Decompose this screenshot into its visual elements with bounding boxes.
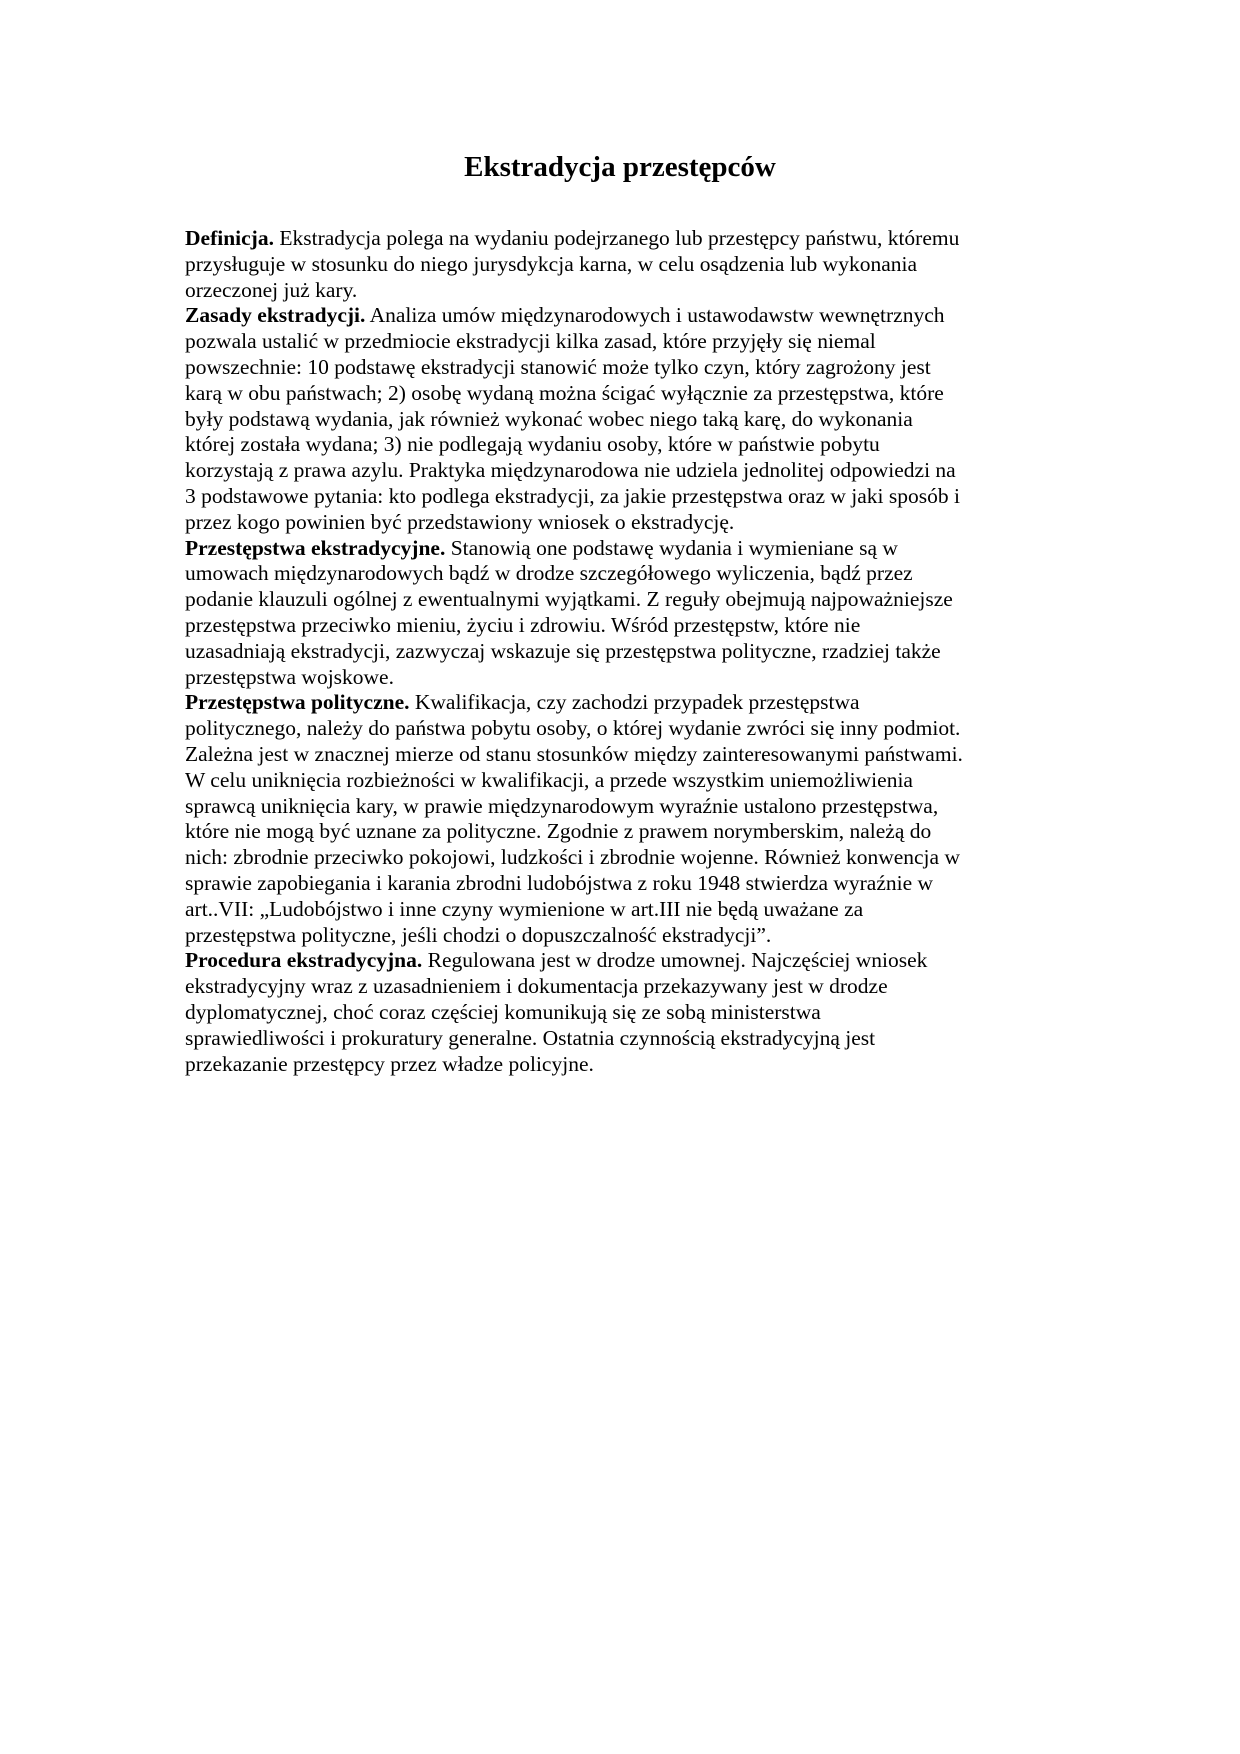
text-line: sprawiedliwości i prokuratury generalne. Ostatnia czynnością ekstradycyjną jest [185, 1025, 876, 1050]
section-extradition-procedure [185, 948, 1090, 1077]
section-heading: Definicja. [185, 226, 274, 250]
text-line: przestępstwa wojskowe. [185, 664, 394, 689]
document-title: Ekstradycja przestępców [464, 151, 776, 183]
text-run: Regulowana jest w drodze umownej. Najczęściej wniosek [422, 948, 928, 973]
text-line: przysługuje w stosunku do niego jurysdykcja karna, w celu osądzenia lub wykonania [185, 251, 918, 276]
text-line: pozwala ustalić w przedmiocie ekstradycji kilka zasad, które przyjęły się niemal [185, 329, 876, 354]
text-line: W celu uniknięcia rozbieżności w kwalifikacji, a przede wszystkim uniemożliwienia [185, 767, 913, 792]
text-line: ekstradycyjny wraz z uzasadnieniem i dokumentacja przekazywany jest w drodze [185, 974, 888, 999]
section-heading: Zasady ekstradycji. [185, 303, 366, 328]
text-line: której została wydana; 3) nie podlegają wydaniu osoby, które w państwie pobytu [185, 432, 880, 457]
section-extradition-principles [185, 303, 1090, 535]
section-heading: Przestępstwa polityczne. [185, 690, 410, 715]
text-line [185, 303, 1090, 329]
section-extraditable-offences [185, 536, 1090, 691]
text-run: Kwalifikacja, czy zachodzi przypadek przestępstwa [409, 690, 860, 715]
text-line: 3 podstawowe pytania: kto podlega ekstradycji, za jakie przestępstwa oraz w jaki sposób i [185, 483, 960, 508]
text-run: Analiza umów międzynarodowych i ustawodawstw wewnętrznych [365, 303, 945, 328]
text-line: karą w obu państwach; 2) osobę wydaną można ścigać wyłącznie za przestępstwa, które [185, 380, 944, 405]
text-line: powszechnie: 10 podstawę ekstradycji stanowić może tylko czyn, który zagrożony jest [185, 354, 931, 379]
text-line: które nie mogą być uznane za polityczne. Zgodnie z prawem norymberskim, należą do [185, 819, 932, 844]
text-line: uzasadniają ekstradycji, zazwyczaj wskazuje się przestępstwa polityczne, rzadziej także [185, 638, 941, 663]
text-line: Zależna jest w znacznej mierze od stanu stosunków między zainteresowanymi państwami. [185, 741, 963, 766]
text-run: Ekstradycja polega na wydaniu podejrzanego lub przestępcy państwu, któremu [273, 226, 960, 250]
text-line: dyplomatycznej, choć coraz częściej komunikują się ze sobą ministerstwa [185, 999, 821, 1024]
text-line: sprawcą uniknięcia kary, w prawie międzynarodowym wyraźnie ustalono przestępstwa, [185, 793, 939, 818]
text-line [185, 226, 1090, 252]
text-line: art..VII: „Ludobójstwo i inne czyny wymienione w art.III nie będą uważane za [185, 896, 864, 921]
section-definition [185, 226, 1090, 303]
text-run: Stanowią one podstawę wydania i wymieniane są w [445, 535, 898, 560]
text-line: nich: zbrodnie przeciwko pokojowi, ludzkości i zbrodnie wojenne. Również konwencja w [185, 845, 960, 870]
text-line: przestępstwa polityczne, jeśli chodzi o dopuszczalność ekstradycji”. [185, 922, 772, 947]
text-line: sprawie zapobiegania i karania zbrodni ludobójstwa z roku 1948 stwierdza wyraźnie w [185, 870, 934, 895]
text-line: przez kogo powinien być przedstawiony wniosek o ekstradycję. [185, 509, 735, 534]
text-line [185, 536, 1090, 562]
text-line [185, 690, 1090, 716]
text-line: przekazanie przestępcy przez władze policyjne. [185, 1051, 594, 1076]
text-line: politycznego, należy do państwa pobytu osoby, o której wydanie zwróci się inny podmiot. [185, 716, 961, 741]
section-heading: Przestępstwa ekstradycyjne. [185, 535, 446, 560]
section-political-offences [185, 690, 1090, 948]
text-line: orzeczonej już kary. [185, 277, 358, 302]
document-body [185, 226, 1090, 1077]
text-line: przestępstwa przeciwko mieniu, życiu i zdrowiu. Wśród przestępstw, które nie [185, 612, 861, 637]
text-line: umowach międzynarodowych bądź w drodze szczegółowego wyliczenia, bądź przez [185, 561, 913, 586]
section-heading: Procedura ekstradycyjna. [185, 948, 423, 973]
text-line: korzystają z prawa azylu. Praktyka międzynarodowa nie udziela jednolitej odpowiedzi na [185, 458, 956, 483]
text-line: podanie klauzuli ogólnej z ewentualnymi wyjątkami. Z reguły obejmują najpoważniejsze [185, 587, 953, 612]
text-line [185, 948, 1090, 974]
text-line: były podstawą wydania, jak również wykonać wobec niego taką karę, do wykonania [185, 406, 913, 431]
